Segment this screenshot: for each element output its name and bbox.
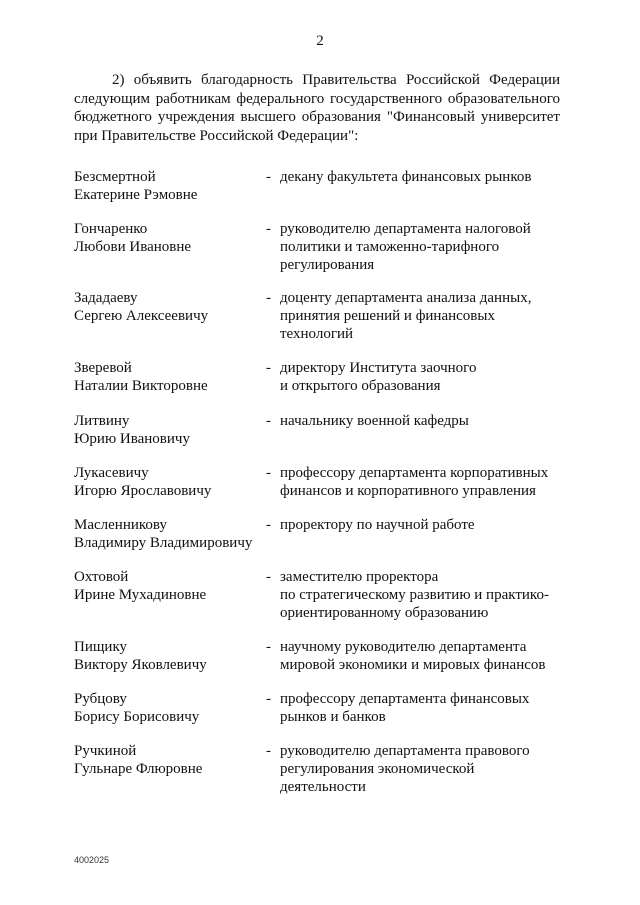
awardee-name bbox=[74, 742, 264, 778]
awardee-surname: Пищику bbox=[74, 639, 128, 655]
position-line: декану факультета финансовых рынков bbox=[280, 169, 532, 185]
awardee-position bbox=[280, 742, 570, 796]
awardee-name bbox=[74, 412, 264, 448]
awardee-name bbox=[74, 359, 264, 395]
position-line: проректору по научной работе bbox=[280, 517, 475, 533]
awardee-position bbox=[280, 464, 570, 500]
separator-dash: - bbox=[266, 691, 271, 707]
awardee-surname: Рубцову bbox=[74, 691, 127, 707]
position-line: доценту департамента анализа данных, bbox=[280, 290, 532, 306]
awardee-name bbox=[74, 464, 264, 500]
awardee-given-names: Владимиру Владимировичу bbox=[74, 535, 253, 551]
position-line: по стратегическому развитию и практико- bbox=[280, 587, 549, 603]
awardee-surname: Зверевой bbox=[74, 360, 132, 376]
separator-dash: - bbox=[266, 290, 271, 306]
position-line: ориентированному образованию bbox=[280, 605, 489, 621]
awardee-surname: Литвину bbox=[74, 413, 130, 429]
awardee-position bbox=[280, 220, 570, 274]
awardee-position bbox=[280, 516, 570, 534]
awardee-position bbox=[280, 359, 570, 395]
position-line: руководителю департамента налоговой bbox=[280, 221, 531, 237]
awardee-surname: Безсмертной bbox=[74, 169, 156, 185]
awardee-surname: Охтовой bbox=[74, 569, 129, 585]
position-line: регулирования экономической bbox=[280, 761, 475, 777]
position-line: научному руководителю департамента bbox=[280, 639, 527, 655]
awardee-position bbox=[280, 690, 570, 726]
awardee-position bbox=[280, 568, 570, 622]
position-line: политики и таможенно-тарифного bbox=[280, 239, 500, 255]
awardee-given-names: Виктору Яковлевичу bbox=[74, 657, 207, 673]
position-line: деятельности bbox=[280, 779, 366, 795]
awardee-name bbox=[74, 220, 264, 256]
position-line: регулирования bbox=[280, 257, 375, 273]
awardee-name bbox=[74, 516, 264, 552]
page-number: 2 bbox=[316, 33, 324, 49]
position-line: технологий bbox=[280, 326, 354, 342]
awardee-given-names: Игорю Ярославовичу bbox=[74, 483, 212, 499]
separator-dash: - bbox=[266, 517, 271, 533]
awardee-given-names: Любови Ивановне bbox=[74, 239, 192, 255]
separator-dash: - bbox=[266, 569, 271, 585]
awardee-given-names: Гульнаре Флюровне bbox=[74, 761, 203, 777]
separator-dash: - bbox=[266, 221, 271, 237]
awardee-given-names: Ирине Мухадиновне bbox=[74, 587, 207, 603]
awardee-position bbox=[280, 638, 570, 674]
awardee-position bbox=[280, 289, 570, 343]
awardee-name bbox=[74, 638, 264, 674]
separator-dash: - bbox=[266, 413, 271, 429]
separator-dash: - bbox=[266, 465, 271, 481]
separator-dash: - bbox=[266, 639, 271, 655]
position-line: начальнику военной кафедры bbox=[280, 413, 469, 429]
awardee-surname: Масленникову bbox=[74, 517, 167, 533]
intro-paragraph: 2) объявить благодарность Правительства Российской Федерации следующим работникам федерального государственного образовательного бюджетного учреждения высшего образования "Финансовый университет при Правительстве Российской Федерации": bbox=[74, 72, 560, 144]
position-line: директору Института заочного bbox=[280, 360, 477, 376]
awardee-surname: Ручкиной bbox=[74, 743, 137, 759]
awardee-surname: Гончаренко bbox=[74, 221, 148, 237]
awardee-name bbox=[74, 289, 264, 325]
document-code: 4002025 bbox=[74, 855, 110, 865]
position-line: профессору департамента финансовых bbox=[280, 691, 530, 707]
awardee-name bbox=[74, 690, 264, 726]
position-line: финансов и корпоративного управления bbox=[280, 483, 536, 499]
separator-dash: - bbox=[266, 169, 271, 185]
awardee-surname: Лукасевичу bbox=[74, 465, 149, 481]
position-line: принятия решений и финансовых bbox=[280, 308, 495, 324]
awardee-given-names: Сергею Алексеевичу bbox=[74, 308, 209, 324]
awardee-name bbox=[74, 568, 264, 604]
awardee-given-names: Наталии Викторовне bbox=[74, 378, 208, 394]
position-line: руководителю департамента правового bbox=[280, 743, 530, 759]
position-line: рынков и банков bbox=[280, 709, 386, 725]
awardee-position bbox=[280, 168, 570, 186]
awardee-given-names: Юрию Ивановичу bbox=[74, 431, 190, 447]
position-line: и открытого образования bbox=[280, 378, 441, 394]
separator-dash: - bbox=[266, 360, 271, 376]
awardee-given-names: Борису Борисовичу bbox=[74, 709, 200, 725]
position-line: мировой экономики и мировых финансов bbox=[280, 657, 546, 673]
awardee-name bbox=[74, 168, 264, 204]
awardee-surname: Зададаеву bbox=[74, 290, 138, 306]
position-line: заместителю проректора bbox=[280, 569, 439, 585]
position-line: профессору департамента корпоративных bbox=[280, 465, 549, 481]
awardee-given-names: Екатерине Рэмовне bbox=[74, 187, 198, 203]
separator-dash: - bbox=[266, 743, 271, 759]
awardee-position bbox=[280, 412, 570, 430]
